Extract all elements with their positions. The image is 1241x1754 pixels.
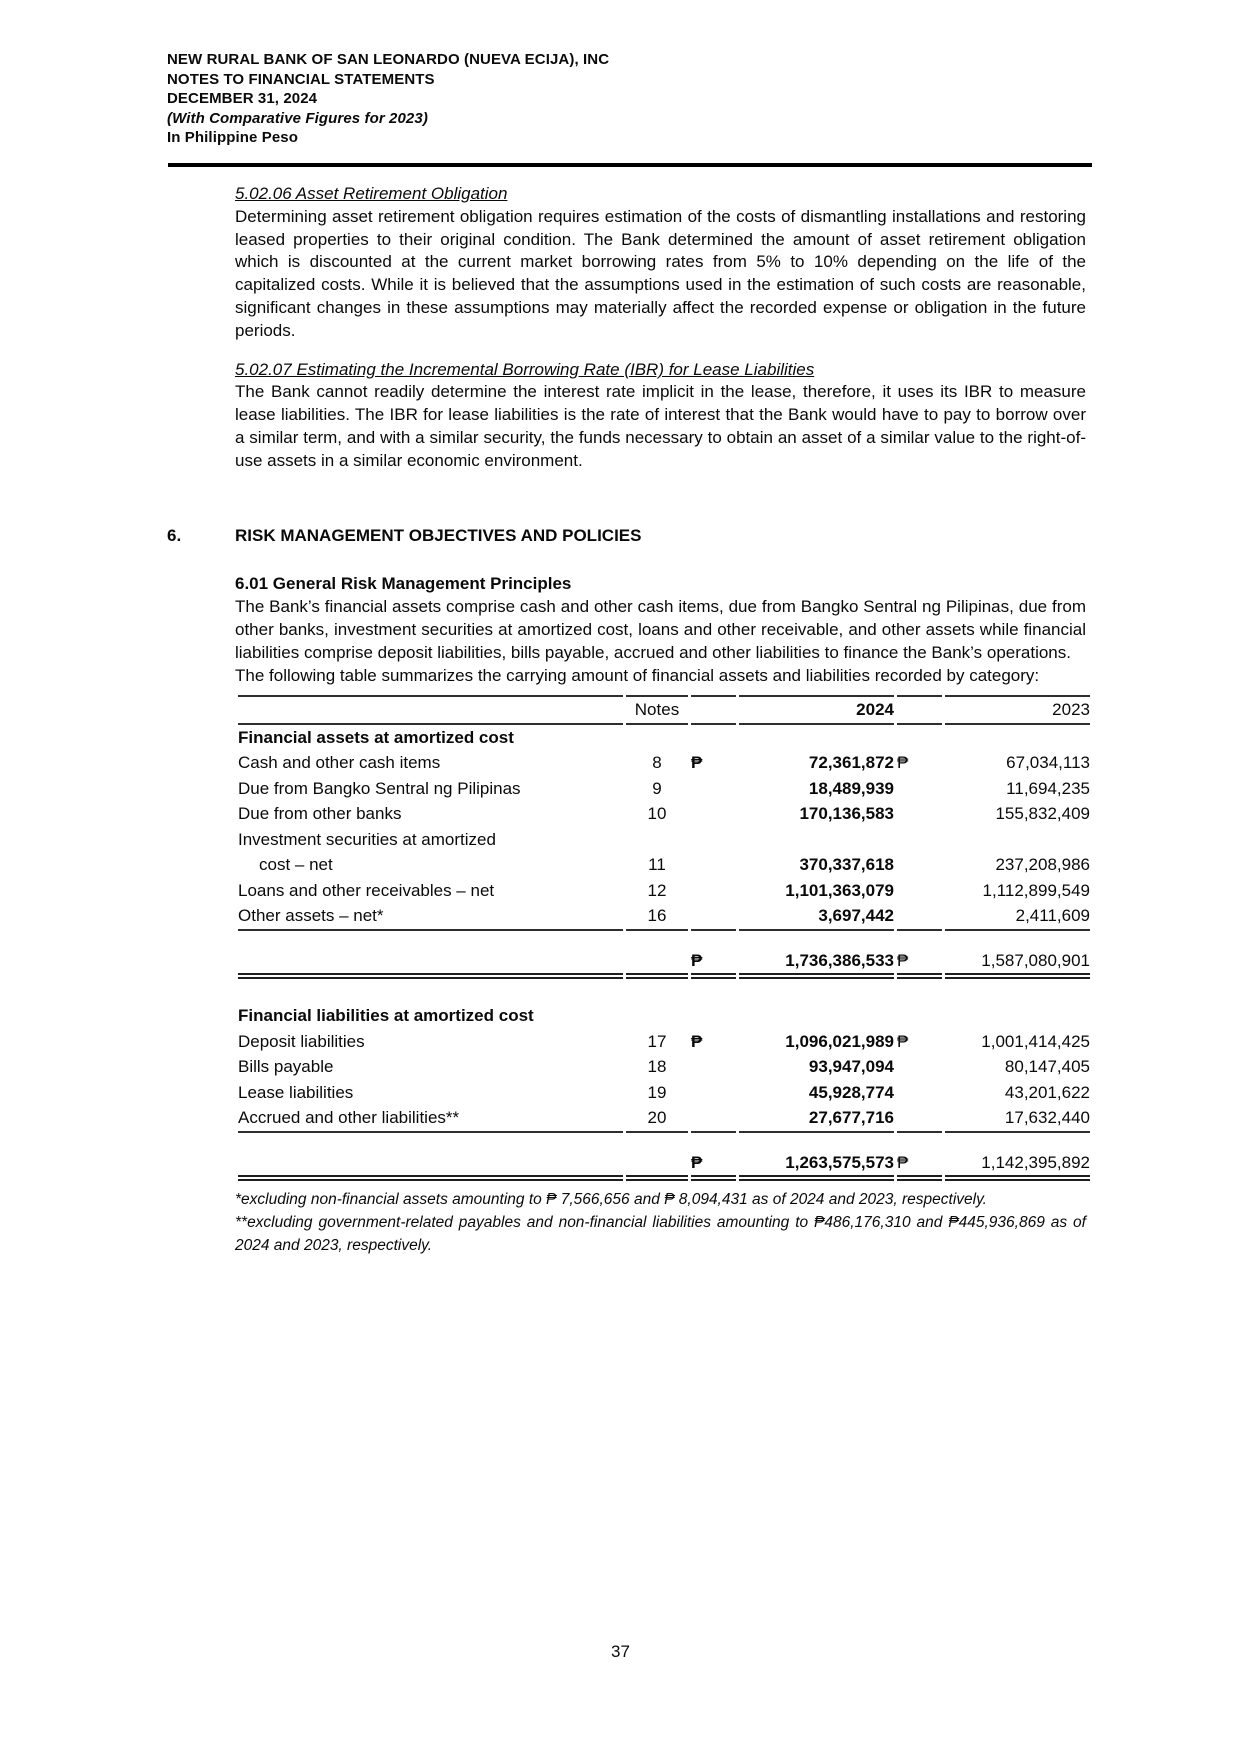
currency-2023: ₱ (897, 753, 909, 773)
row-note (626, 1150, 688, 1182)
spacer-cell (238, 979, 1090, 1003)
value-2024: 18,489,939 (808, 778, 894, 798)
document-header (167, 50, 609, 148)
value-2023: 237,208,986 (995, 855, 1090, 875)
report-date: DECEMBER 31, 2024 (167, 90, 318, 107)
currency-2024 (691, 878, 736, 904)
value-2024 (739, 827, 894, 853)
section-5-02-07-paragraph: The Bank cannot readily determine the interest rate implicit in the lease, therefore, it uses its IBR to measure lease liabilities. The IBR for lease liabilities is the rate of interest that the Bank would have to pay to borrow over a similar term, and with a similar security, the funds necessary to obtain an asset of a similar value to the right-of-use assets in a similar economic environment. (235, 382, 1086, 470)
row-label (238, 1150, 623, 1182)
footnote-2: **excluding government-related payables and non-financial liabilities amounting to ₱486,176,310 and ₱445,936,869 as of 2024 and 2023, respectively. (235, 1214, 1086, 1255)
total-value-2024: 1,263,575,573 (739, 1150, 894, 1182)
liabilities-total-row (238, 1150, 1090, 1182)
row-label: Deposit liabilities (238, 1031, 365, 1051)
currency-2024 (691, 1054, 736, 1080)
financial-categories-table (235, 695, 1093, 1181)
header-notes: Notes (626, 695, 688, 725)
table-row (238, 1105, 1090, 1133)
currency-2024 (691, 852, 736, 878)
company-name: NEW RURAL BANK OF SAN LEONARDO (NUEVA ECIJA), INC (167, 51, 610, 68)
value-2023: 1,001,414,425 (981, 1031, 1090, 1051)
value-2024: 170,136,583 (799, 804, 894, 824)
table-section-title-row (238, 725, 1090, 751)
value-2023: 155,832,409 (995, 804, 1090, 824)
row-note: 8 (652, 753, 662, 773)
value-2023: 17,632,440 (945, 1105, 1090, 1133)
table-footnotes (235, 1188, 1086, 1257)
row-label: Cash and other cash items (238, 753, 441, 773)
currency-2023 (897, 1105, 942, 1133)
assets-total-row (238, 948, 1090, 980)
table-row (238, 1080, 1090, 1106)
currency-2023 (897, 852, 942, 878)
currency-2023 (897, 903, 942, 931)
spacer-row (238, 931, 1090, 948)
value-2023: 67,034,113 (1006, 753, 1090, 773)
spacer-row (238, 979, 1090, 1003)
currency-2023: ₱ (897, 1031, 909, 1051)
currency-2024: ₱ (691, 753, 703, 773)
row-label: Due from Bangko Sentral ng Pilipinas (238, 778, 521, 798)
table-row (238, 801, 1090, 827)
currency-2024: ₱ (691, 1150, 736, 1182)
section-6-heading: RISK MANAGEMENT OBJECTIVES AND POLICIES (235, 525, 642, 545)
row-label: Other assets – net* (238, 903, 623, 931)
row-note: 17 (647, 1031, 667, 1051)
document-title: NOTES TO FINANCIAL STATEMENTS (167, 70, 435, 88)
liabilities-section-title: Financial liabilities at amortized cost (238, 1006, 534, 1026)
row-label: Accrued and other liabilities** (238, 1105, 623, 1133)
row-label (238, 948, 623, 980)
value-2023: 11,694,235 (1006, 778, 1090, 798)
spacer-cell (238, 931, 1090, 948)
value-2023: 1,112,899,549 (982, 880, 1090, 900)
spacer-cell (238, 1133, 1090, 1150)
row-note: 12 (647, 880, 667, 900)
currency-2023 (897, 878, 942, 904)
header-2024: 2024 (739, 695, 894, 725)
row-note (626, 827, 688, 853)
table-row (238, 750, 1090, 776)
value-2023 (945, 827, 1090, 853)
row-note: 20 (626, 1105, 688, 1133)
page-content (167, 183, 1090, 1257)
currency-2024 (691, 1080, 736, 1106)
currency-2024: ₱ (691, 1031, 703, 1051)
row-note: 11 (648, 855, 666, 875)
table-row (238, 878, 1090, 904)
currency-2023 (897, 1054, 942, 1080)
footnote-1: *excluding non-financial assets amounting to ₱ 7,566,656 and ₱ 8,094,431 as of 2024 and 2023, respectively. (235, 1191, 987, 1209)
currency-2024 (691, 827, 736, 853)
row-label: Lease liabilities (238, 1082, 354, 1102)
section-6-01-heading: 6.01 General Risk Management Principles (235, 574, 572, 594)
value-2024: 370,337,618 (799, 855, 894, 875)
table-row (238, 1054, 1090, 1080)
currency-2024 (691, 776, 736, 802)
section-6-heading-row (167, 525, 1086, 548)
header-empty-cell (238, 695, 623, 725)
header-divider (168, 163, 1092, 167)
header-empty-cell (691, 695, 736, 725)
value-2024: 45,928,774 (808, 1082, 894, 1102)
assets-section-title: Financial assets at amortized cost (238, 727, 514, 747)
table-header-row (238, 695, 1090, 725)
row-label: Loans and other receivables – net (238, 880, 495, 900)
table-section-title-row (238, 1003, 1090, 1029)
table-row (238, 827, 1090, 853)
value-2023: 80,147,405 (1004, 1057, 1090, 1077)
currency-2023 (897, 1080, 942, 1106)
row-label: cost – net (259, 855, 333, 875)
value-2023: 43,201,622 (1004, 1082, 1090, 1102)
row-note: 19 (647, 1082, 667, 1102)
section-6-01-paragraph-2: The following table summarizes the carrying amount of financial assets and liabilities recorded by category: (235, 665, 1040, 685)
row-note: 9 (652, 778, 662, 798)
table-row (238, 903, 1090, 931)
value-2024: 72,361,872 (808, 753, 894, 773)
value-2024: 93,947,094 (808, 1057, 894, 1077)
value-2024: 1,101,363,079 (785, 880, 894, 900)
section-5-02-07-heading: 5.02.07 Estimating the Incremental Borrowing Rate (IBR) for Lease Liabilities (235, 359, 815, 379)
comparative-note: (With Comparative Figures for 2023) (167, 109, 428, 127)
table-row (238, 776, 1090, 802)
section-6-number: 6. (167, 525, 182, 545)
table-row (238, 1029, 1090, 1055)
currency-2023: ₱ (897, 1150, 942, 1182)
section-5-02-06-heading: 5.02.06 Asset Retirement Obligation (235, 184, 508, 203)
value-2024: 27,677,716 (739, 1105, 894, 1133)
header-empty-cell (897, 695, 942, 725)
table-row (238, 852, 1090, 878)
total-value-2024: 1,736,386,533 (739, 948, 894, 980)
currency-2023: ₱ (897, 948, 942, 980)
currency-2023 (897, 776, 942, 802)
header-2023: 2023 (945, 695, 1090, 725)
value-2024: 1,096,021,989 (785, 1031, 894, 1051)
section-5-02-06-paragraph: Determining asset retirement obligation requires estimation of the costs of dismantling installations and restoring leased properties to their original condition. The Bank determined the amount of asset retirement obligation which is discounted at the current market borrowing rates from 5% to 10% depending on the life of the capitalized costs. While it is believed that the assumptions used in the estimation of such costs are reasonable, significant changes in these assumptions may materially affect the recorded expense or obligation in the future periods. (235, 206, 1086, 340)
currency-2024: ₱ (691, 948, 736, 980)
currency-2024 (691, 1105, 736, 1133)
row-label: Investment securities at amortized (238, 829, 496, 849)
currency-2024 (691, 903, 736, 931)
row-note: 16 (626, 903, 688, 931)
page-number: 37 (611, 1642, 630, 1661)
row-note (626, 948, 688, 980)
row-note: 18 (647, 1057, 667, 1077)
currency-2024 (691, 801, 736, 827)
section-6-01-paragraph-1: The Bank’s financial assets comprise cash and other cash items, due from Bangko Sentral ng Pilipinas, due from other banks, investment securities at amortized cost, loans and other receivable, and other assets while financial liabilities comprise deposit liabilities, bills payable, accrued and other liabilities to finance the Bank’s operations. (235, 597, 1086, 662)
row-label: Bills payable (238, 1057, 334, 1077)
value-2024: 3,697,442 (739, 903, 894, 931)
total-value-2023: 1,142,395,892 (945, 1150, 1090, 1182)
total-value-2023: 1,587,080,901 (945, 948, 1090, 980)
currency-note: In Philippine Peso (167, 129, 298, 146)
currency-2023 (897, 801, 942, 827)
row-note: 10 (647, 804, 667, 824)
row-label: Due from other banks (238, 804, 402, 824)
currency-2023 (897, 827, 942, 853)
spacer-row (238, 1133, 1090, 1150)
value-2023: 2,411,609 (945, 903, 1090, 931)
